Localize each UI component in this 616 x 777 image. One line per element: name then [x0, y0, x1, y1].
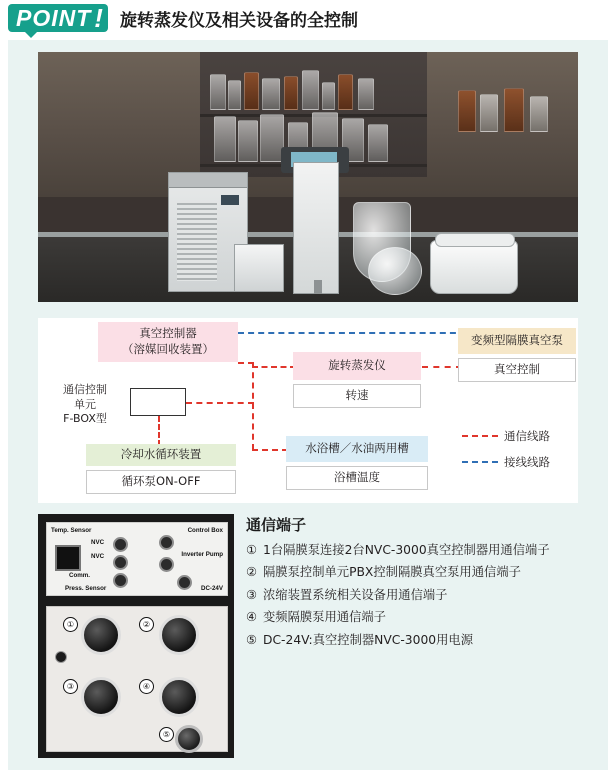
diagram-box-vacuum-control — [458, 358, 576, 382]
nvc-label-2: NVC — [91, 553, 105, 560]
nvc-label-1: NVC — [91, 539, 105, 546]
dashed-line-icon — [462, 435, 498, 437]
connector-hole — [159, 535, 174, 550]
point-badge-label: POINT — [16, 4, 92, 31]
connector-screw — [55, 651, 67, 663]
connector-hole — [113, 573, 128, 588]
exclamation-icon: ! — [94, 3, 104, 33]
connector-hole — [113, 555, 128, 570]
connector-port-5 — [175, 725, 203, 753]
photo-bottle — [338, 74, 353, 110]
box-line: 真空控制 — [494, 362, 540, 377]
legend-label: 通信线路 — [504, 429, 550, 443]
wiring-line-blue — [238, 332, 466, 334]
box-line: 浴槽温度 — [334, 470, 380, 485]
callout-1: ① — [63, 617, 78, 632]
connector-lower-plate — [46, 606, 228, 752]
photo-vacuum-pump — [234, 244, 284, 292]
photo-chiller-grill — [177, 203, 217, 281]
list-marker: ⑤ — [246, 632, 258, 647]
photo-bottle — [228, 80, 241, 110]
photo-chiller-top — [169, 173, 247, 188]
legend-comm-line — [462, 428, 550, 444]
content-panel — [8, 40, 608, 770]
point-badge — [8, 4, 108, 32]
list-text: 变频隔膜泵用通信端子 — [263, 610, 386, 625]
bottom-section — [38, 514, 578, 758]
terminal-list — [246, 542, 578, 649]
connector-top-plate — [46, 522, 228, 596]
temp-sensor-label: Temp. Sensor — [51, 527, 92, 534]
photo-bottle — [504, 88, 524, 132]
photo-flask — [368, 247, 422, 295]
callout-3: ③ — [63, 679, 78, 694]
legend-wiring-line — [462, 454, 550, 470]
press-sensor-label: Press. Sensor — [65, 585, 107, 592]
photo-bottle — [322, 82, 335, 110]
photo-evaporator-base — [314, 280, 322, 294]
diagram-box-rotation-speed — [293, 384, 421, 408]
connector-hole — [159, 557, 174, 572]
comm-line-to-unit — [186, 402, 254, 404]
callout-5: ⑤ — [159, 727, 174, 742]
connector-port-4 — [159, 677, 199, 717]
comm-label: Comm. — [69, 572, 90, 579]
diagram-box-vacuum-controller — [98, 322, 238, 362]
list-marker: ① — [246, 543, 258, 557]
connector-port-2 — [159, 615, 199, 655]
photo-bottle — [458, 90, 476, 132]
diagram-box-comm-unit-module — [130, 388, 186, 416]
box-line: 真空控制器 — [139, 326, 197, 341]
list-text: 浓缩装置系统相关设备用通信端子 — [263, 587, 448, 602]
box-line: 旋转蒸发仪 — [328, 358, 386, 373]
photo-bottle — [530, 96, 548, 132]
photo-evaporator-body — [293, 162, 339, 294]
photo-bottle — [210, 74, 226, 110]
photo-glassware — [368, 124, 388, 162]
legend-label: 接线线路 — [504, 455, 550, 469]
equipment-photo — [38, 52, 578, 302]
system-diagram — [38, 318, 578, 503]
photo-water-bath — [430, 240, 518, 294]
photo-bath-lid — [435, 233, 515, 247]
diagram-box-cooling-circulator — [86, 444, 236, 466]
list-marker: ② — [246, 565, 258, 580]
list-text: 1台隔膜泵连接2台NVC-3000真空控制器用通信端子 — [263, 543, 550, 557]
list-text: 隔膜泵控制单元PBX控制隔膜真空泵用通信端子 — [263, 565, 521, 580]
diagram-box-comm-unit — [46, 376, 124, 434]
connector-hole — [113, 537, 128, 552]
box-line: 水浴槽／水油两用槽 — [305, 441, 409, 456]
terminal-description — [246, 514, 578, 654]
connector-square-port — [55, 545, 81, 571]
box-line: 转速 — [345, 388, 369, 403]
photo-bottle — [480, 94, 498, 132]
diagram-box-inverter-pump — [458, 328, 576, 354]
list-marker: ③ — [246, 587, 258, 602]
inverter-pump-label: Inverter Pump — [181, 551, 223, 558]
list-item — [246, 542, 578, 559]
comm-line-bath — [252, 449, 288, 451]
box-line: 循环泵ON-OFF — [121, 474, 201, 489]
photo-bottle — [244, 72, 259, 110]
comm-line-rotary — [252, 366, 296, 368]
list-item — [246, 564, 578, 581]
photo-bottle — [302, 70, 319, 110]
diagram-box-pump-onoff — [86, 470, 236, 494]
diagram-box-bath-temperature — [286, 466, 428, 490]
control-box-label: Control Box — [187, 527, 223, 534]
box-line: （溶媒回收装置） — [122, 342, 214, 356]
box-line: 冷却水循环装置 — [120, 447, 202, 462]
comm-line-pump — [422, 366, 462, 368]
list-item — [246, 632, 578, 649]
photo-bottle — [358, 78, 374, 110]
photo-chiller-display — [221, 195, 239, 205]
list-item — [246, 587, 578, 604]
callout-2: ② — [139, 617, 154, 632]
comm-line-vac — [238, 362, 254, 364]
box-line: 单元 — [74, 397, 96, 411]
photo-bottle — [284, 76, 298, 110]
page-header — [0, 0, 616, 34]
connector-panel-photo — [38, 514, 234, 758]
box-line: 变频型隔膜真空泵 — [471, 333, 563, 348]
box-line: 通信控制 — [63, 382, 107, 396]
connector-port-1 — [81, 615, 121, 655]
page-title: 旋转蒸发仪及相关设备的全控制 — [119, 10, 358, 31]
photo-glassware — [214, 116, 236, 162]
terminal-title: 通信端子 — [246, 516, 307, 534]
callout-4: ④ — [139, 679, 154, 694]
list-marker: ④ — [246, 610, 258, 625]
list-text: DC-24V:真空控制器NVC-3000用电源 — [263, 632, 473, 647]
diagram-box-water-oil-bath — [286, 436, 428, 462]
dc24v-label: DC-24V — [200, 585, 223, 592]
photo-bottle — [262, 78, 280, 110]
comm-line-vertical — [252, 362, 254, 450]
box-line: F-BOX型 — [63, 412, 107, 426]
photo-glassware — [238, 120, 258, 162]
connector-hole — [177, 575, 192, 590]
comm-line-cooler — [158, 416, 160, 446]
dashed-line-icon — [462, 461, 498, 463]
diagram-box-rotary-evaporator — [293, 352, 421, 380]
connector-port-3 — [81, 677, 121, 717]
list-item — [246, 609, 578, 626]
